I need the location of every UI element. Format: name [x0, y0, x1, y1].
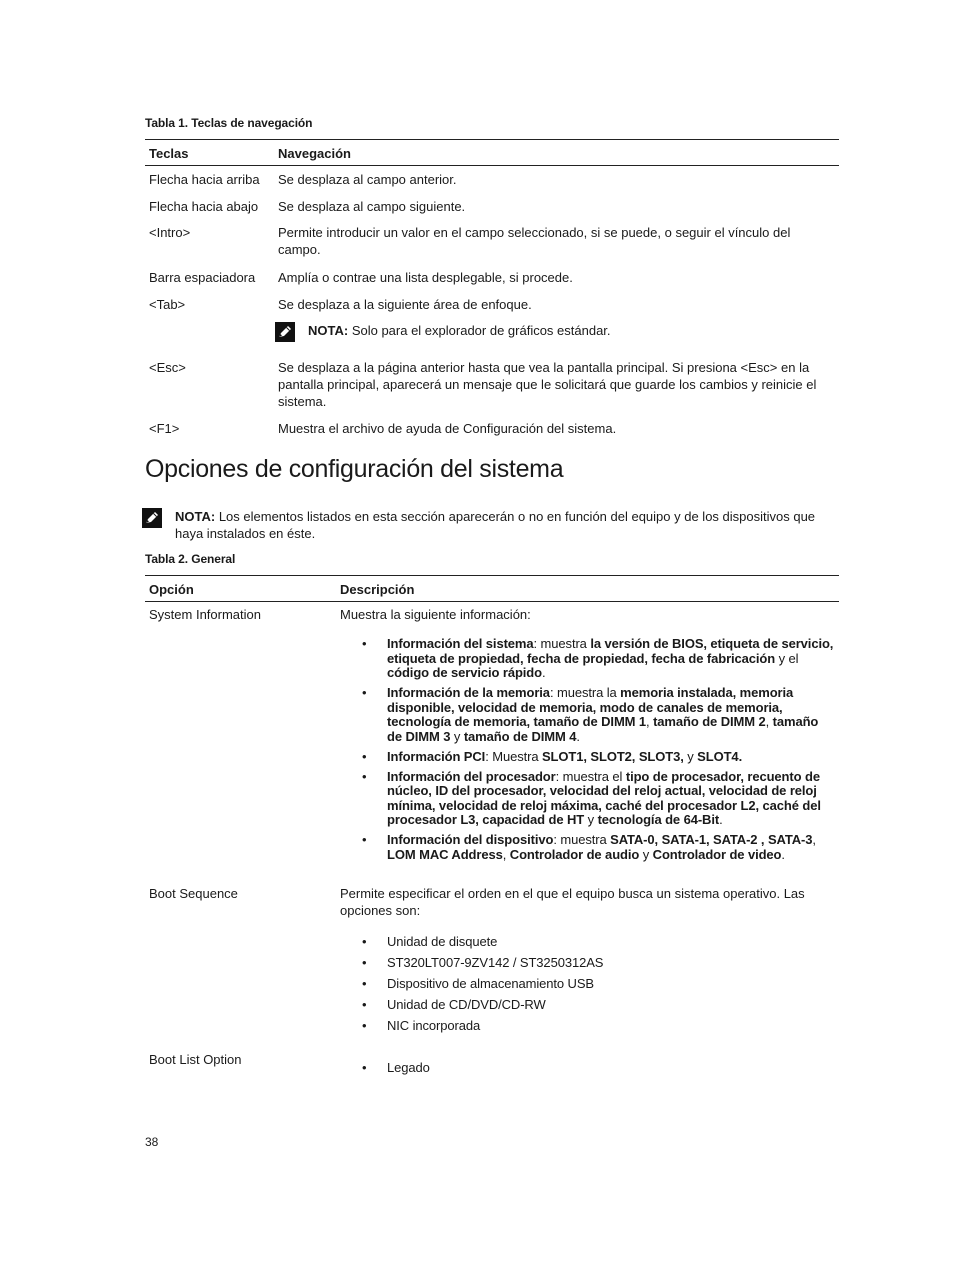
- text: .: [541, 665, 546, 680]
- pencil-note-icon: [142, 508, 162, 528]
- option-cell: System Information: [149, 607, 261, 622]
- list-item: [340, 686, 835, 744]
- text: y: [639, 846, 653, 862]
- description-cell: Se desplaza al campo anterior.: [278, 172, 457, 187]
- bold-text: Información del sistema: [387, 636, 534, 651]
- bold-text: Controlador de audio: [509, 846, 640, 862]
- bold-text: SLOT4.: [697, 748, 743, 764]
- description-intro: Permite especificar el orden en el que el equipo busca un sistema operativo. Las opciones son:: [340, 886, 805, 918]
- text: : muestra: [553, 832, 611, 847]
- note-text: Los elementos listados en esta sección aparecerán o no en función del equipo y de los dispositivos que haya instalados en éste.: [175, 509, 816, 541]
- table1-header-navigation: Navegación: [278, 146, 351, 161]
- bold-text: memoria instalada, memoria disponible, velocidad de memoria, modo de canales de memoria, tecnología de memoria, tamaño de DIMM 1: [387, 685, 794, 729]
- bold-text: código de servicio rápido: [387, 665, 542, 680]
- description-cell: [340, 1059, 835, 1080]
- text: .: [576, 728, 580, 744]
- text: ,: [646, 714, 654, 729]
- table2-header: [145, 575, 839, 602]
- bold-text: tamaño de DIMM 4: [463, 728, 577, 744]
- note-label: NOTA:: [175, 509, 216, 524]
- bold-text: Controlador de video: [652, 846, 782, 862]
- text: y: [450, 728, 464, 744]
- text: : Muestra: [485, 748, 542, 764]
- key-cell: Flecha hacia arriba: [149, 172, 260, 187]
- key-cell: <F1>: [149, 421, 180, 436]
- boot-list-options: [340, 1059, 835, 1076]
- key-cell: Barra espaciadora: [149, 270, 256, 285]
- navigation-keys-table: [145, 139, 839, 436]
- table2-caption: Tabla 2. General: [145, 552, 236, 566]
- list-item: • Dispositivo de almacenamiento USB: [340, 975, 835, 992]
- text: : muestra la: [549, 685, 621, 700]
- text: ,: [502, 846, 510, 862]
- table1-header: [145, 139, 839, 166]
- general-options-table: [145, 575, 839, 1075]
- boot-sequence-list: [340, 933, 835, 1034]
- note-label: NOTA:: [308, 323, 349, 338]
- bold-text: Información PCI: [387, 748, 486, 764]
- option-cell: Boot List Option: [149, 1052, 242, 1067]
- list-item: • Legado: [340, 1059, 835, 1076]
- page-number: 38: [145, 1135, 159, 1149]
- text: y: [683, 748, 698, 764]
- description-intro: Muestra la siguiente información:: [340, 607, 531, 622]
- text: : muestra: [533, 636, 591, 651]
- list-item: • Unidad de CD/DVD/CD-RW: [340, 996, 835, 1013]
- bold-text: Información de la memoria: [387, 685, 550, 700]
- description-cell: Permite introducir un valor en el campo seleccionado, si se puede, o seguir el vínculo del campo.: [278, 225, 791, 257]
- description-cell: [340, 885, 835, 1038]
- key-cell: Flecha hacia abajo: [149, 199, 259, 214]
- list-item: [340, 833, 835, 862]
- bold-text: la versión de BIOS, etiqueta de servicio, etiqueta de propiedad, fecha de propiedad, fecha de fabricación: [387, 636, 834, 666]
- section-title: Opciones de configuración del sistema: [145, 455, 564, 483]
- description-cell: Amplía o contrae una lista desplegable, si procede.: [278, 270, 573, 285]
- key-cell: <Esc>: [149, 360, 186, 375]
- bold-text: SATA-0, SATA-1, SATA-2 , SATA-3: [610, 832, 813, 847]
- bold-text: SLOT1, SLOT2, SLOT3,: [541, 748, 684, 764]
- pencil-note-icon: [275, 322, 295, 342]
- bold-text: tecnología de 64-Bit: [597, 812, 720, 827]
- description-cell: [340, 606, 835, 868]
- list-item: • NIC incorporada: [340, 1017, 835, 1034]
- description-cell: Se desplaza al campo siguiente.: [278, 199, 466, 214]
- text: .: [781, 846, 785, 862]
- table1-header-keys: Teclas: [149, 146, 189, 161]
- note-text: Solo para el explorador de gráficos estándar.: [348, 323, 611, 338]
- list-item: [340, 770, 835, 828]
- section-note: [142, 508, 832, 542]
- list-item: • ST320LT007-9ZV142 / ST3250312AS: [340, 954, 835, 971]
- bold-text: tipo de procesador, recuento de núcleo, ID del procesador, velocidad del reloj actual, velocidad de reloj mínima, velocidad de reloj máxima, caché del procesador L2, caché del procesador L3, capacidad de HT: [387, 768, 821, 827]
- tab-note: [275, 322, 611, 342]
- text: y el: [775, 650, 799, 666]
- table2-header-description: Descripción: [340, 582, 415, 597]
- system-info-list: [340, 637, 835, 862]
- option-cell: Boot Sequence: [149, 886, 238, 901]
- text: .: [719, 812, 723, 827]
- text: ,: [765, 714, 773, 729]
- table2-header-option: Opción: [149, 582, 194, 597]
- list-item: [340, 750, 835, 765]
- description-cell: Muestra el archivo de ayuda de Configuración del sistema.: [278, 421, 617, 436]
- text: ,: [812, 832, 816, 847]
- bold-text: tamaño de DIMM 3: [387, 714, 819, 744]
- key-cell: <Intro>: [149, 225, 191, 240]
- list-item: [340, 637, 835, 681]
- text: y: [584, 812, 598, 827]
- bold-text: Información del procesador: [387, 768, 556, 784]
- list-item: • Unidad de disquete: [340, 933, 835, 950]
- key-cell: <Tab>: [149, 297, 186, 312]
- bold-text: Información del dispositivo: [387, 832, 554, 847]
- description-cell: Se desplaza a la siguiente área de enfoque.: [278, 297, 532, 312]
- text: : muestra el: [555, 768, 626, 784]
- description-cell: Se desplaza a la página anterior hasta que vea la pantalla principal. Si presiona <Esc> en la pantalla principal, aparecerá un mensaje que le solicitará que guarde los cambios y reinicie el sistema.: [278, 360, 817, 409]
- table1-caption: Tabla 1. Teclas de navegación: [145, 116, 313, 130]
- bold-text: LOM MAC Address: [387, 846, 503, 862]
- bold-text: tamaño de DIMM 2: [653, 714, 766, 729]
